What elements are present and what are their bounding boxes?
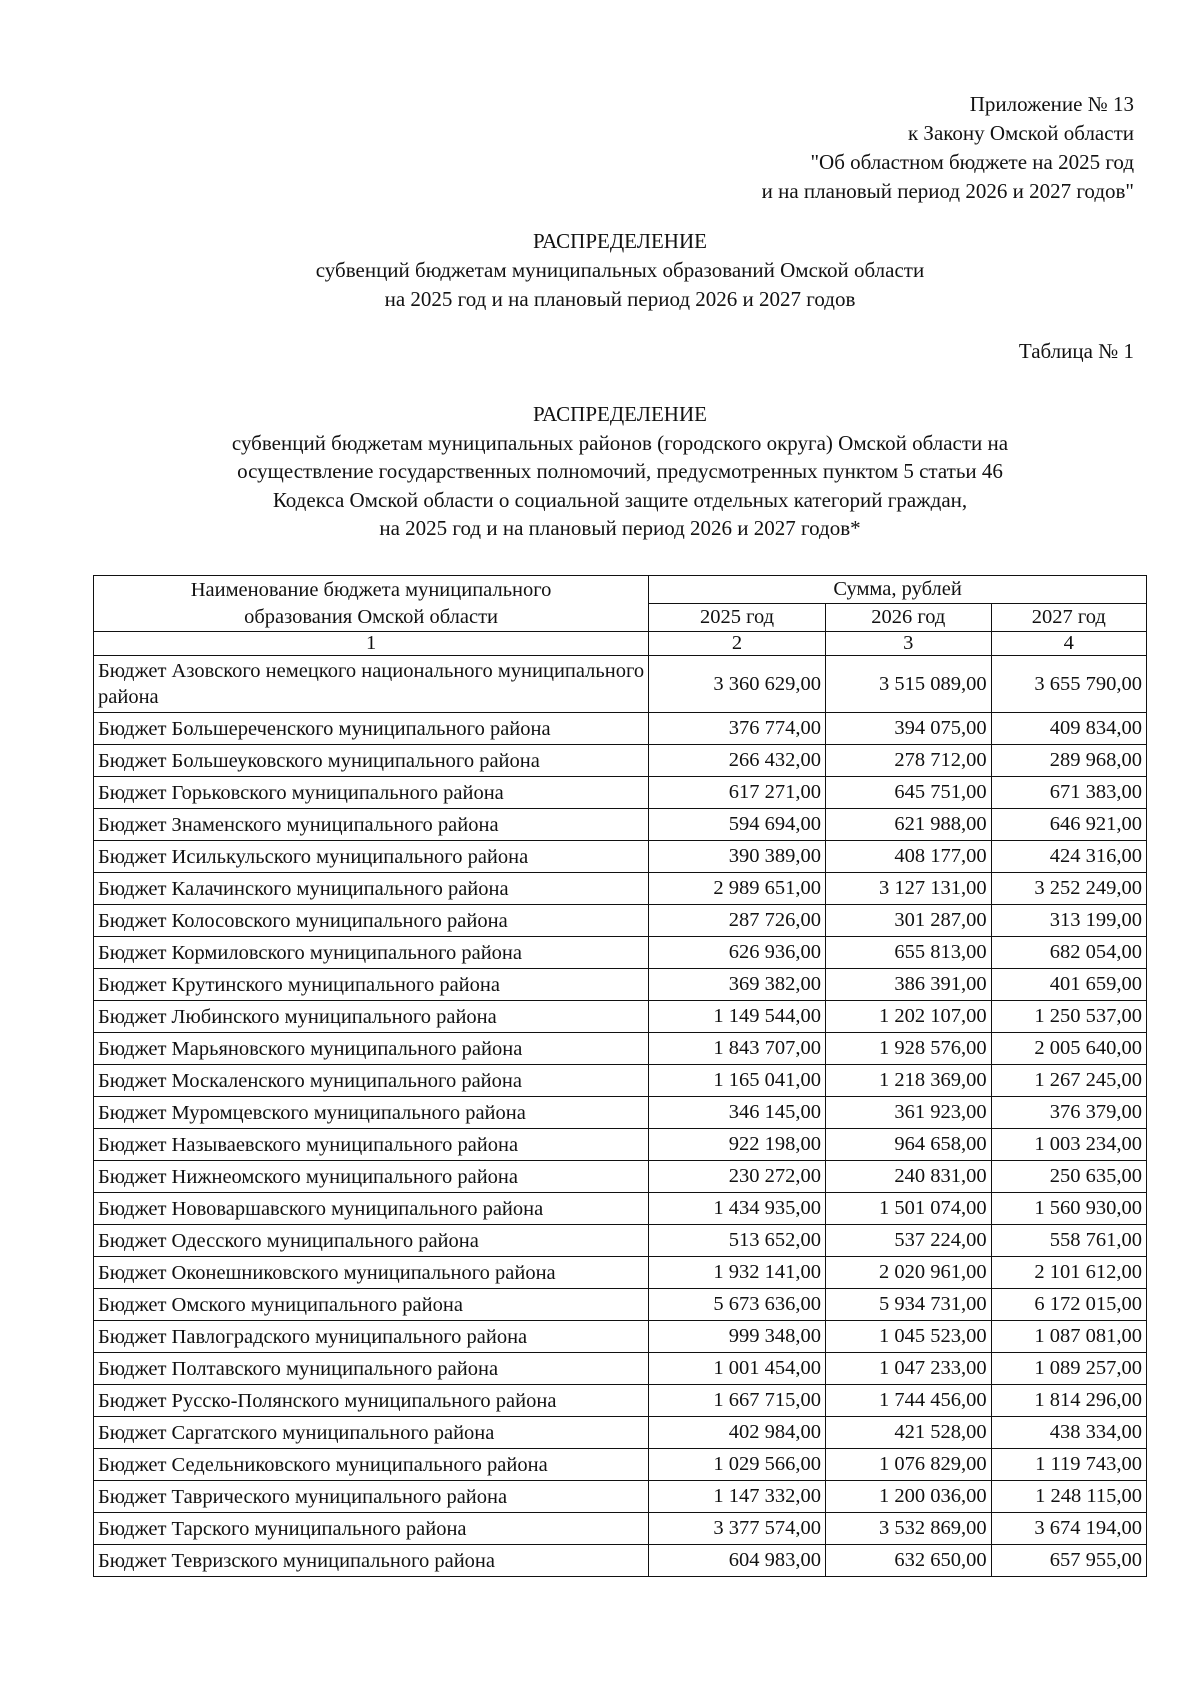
amount-2027: 3 252 249,00 xyxy=(991,873,1146,905)
amount-2025: 1 434 935,00 xyxy=(649,1193,826,1225)
amount-2027: 1 267 245,00 xyxy=(991,1065,1146,1097)
table-title-line-4: на 2025 год и на плановый период 2026 и 2027 годов* xyxy=(379,516,861,540)
amount-2025: 594 694,00 xyxy=(649,809,826,841)
table-title-line-1: субвенций бюджетам муниципальных районов (городского округа) Омской области на xyxy=(231,430,1009,455)
amount-2026: 1 928 576,00 xyxy=(825,1033,991,1065)
amount-2025: 2 989 651,00 xyxy=(649,873,826,905)
amount-2027: 376 379,00 xyxy=(991,1097,1146,1129)
budget-name: Бюджет Колосовского муниципального района xyxy=(94,905,649,937)
budget-name: Бюджет Тарского муниципального района xyxy=(94,1513,649,1545)
amount-2025: 1 147 332,00 xyxy=(649,1481,826,1513)
amount-2026: 1 047 233,00 xyxy=(825,1353,991,1385)
amount-2025: 1 149 544,00 xyxy=(649,1001,826,1033)
amount-2025: 513 652,00 xyxy=(649,1225,826,1257)
table-row xyxy=(94,1193,1147,1225)
table-row xyxy=(94,1225,1147,1257)
table-header-row xyxy=(94,576,1147,604)
amount-2025: 999 348,00 xyxy=(649,1321,826,1353)
budget-name: Бюджет Москаленского муниципального района xyxy=(94,1065,649,1097)
budget-name: Бюджет Седельниковского муниципального района xyxy=(94,1449,649,1481)
table-row xyxy=(94,777,1147,809)
budget-name: Бюджет Русско-Полянского муниципального района xyxy=(94,1385,649,1417)
annex-line-3: "Об областном бюджете на 2025 год xyxy=(810,150,1134,174)
amount-2027: 1 089 257,00 xyxy=(991,1353,1146,1385)
budget-name: Бюджет Крутинского муниципального района xyxy=(94,969,649,1001)
amount-2027: 1 119 743,00 xyxy=(991,1449,1146,1481)
table-title xyxy=(0,400,1200,543)
amount-2026: 632 650,00 xyxy=(825,1545,991,1577)
amount-2026: 3 532 869,00 xyxy=(825,1513,991,1545)
budget-name: Бюджет Павлоградского муниципального района xyxy=(94,1321,649,1353)
column-header-2025: 2025 год xyxy=(649,604,826,632)
amount-2027: 250 635,00 xyxy=(991,1161,1146,1193)
amount-2026: 408 177,00 xyxy=(825,841,991,873)
amount-2027: 682 054,00 xyxy=(991,937,1146,969)
column-header-2027: 2027 год xyxy=(991,604,1146,632)
amount-2025: 402 984,00 xyxy=(649,1417,826,1449)
amount-2027: 401 659,00 xyxy=(991,969,1146,1001)
table-row xyxy=(94,1097,1147,1129)
budget-name: Бюджет Тевризского муниципального района xyxy=(94,1545,649,1577)
column-number: 3 xyxy=(825,632,991,656)
amount-2026: 964 658,00 xyxy=(825,1129,991,1161)
amount-2026: 1 202 107,00 xyxy=(825,1001,991,1033)
amount-2026: 2 020 961,00 xyxy=(825,1257,991,1289)
amount-2027: 3 655 790,00 xyxy=(991,656,1146,713)
table-row xyxy=(94,905,1147,937)
table-row xyxy=(94,1481,1147,1513)
amount-2025: 390 389,00 xyxy=(649,841,826,873)
amount-2026: 1 200 036,00 xyxy=(825,1481,991,1513)
amount-2027: 313 199,00 xyxy=(991,905,1146,937)
amount-2026: 278 712,00 xyxy=(825,745,991,777)
budget-name: Бюджет Нововаршавского муниципального района xyxy=(94,1193,649,1225)
table-row xyxy=(94,1129,1147,1161)
column-header-2026: 2026 год xyxy=(825,604,991,632)
amount-2025: 287 726,00 xyxy=(649,905,826,937)
amount-2026: 3 515 089,00 xyxy=(825,656,991,713)
budget-name: Бюджет Муромцевского муниципального района xyxy=(94,1097,649,1129)
table-row xyxy=(94,969,1147,1001)
amount-2027: 438 334,00 xyxy=(991,1417,1146,1449)
table-row xyxy=(94,1449,1147,1481)
budget-name: Бюджет Большереченского муниципального района xyxy=(94,713,649,745)
amount-2026: 1 076 829,00 xyxy=(825,1449,991,1481)
amount-2025: 3 360 629,00 xyxy=(649,656,826,713)
amount-2026: 1 744 456,00 xyxy=(825,1385,991,1417)
document-title-main: РАСПРЕДЕЛЕНИЕ xyxy=(533,229,707,253)
document-title-line-2: на 2025 год и на плановый период 2026 и 2027 годов xyxy=(384,287,856,311)
table-row xyxy=(94,1257,1147,1289)
table-body xyxy=(94,656,1147,1577)
table-row xyxy=(94,937,1147,969)
amount-2027: 3 674 194,00 xyxy=(991,1513,1146,1545)
column-header-name-line-2: образования Омской области xyxy=(244,605,499,628)
amount-2027: 657 955,00 xyxy=(991,1545,1146,1577)
table-row xyxy=(94,1001,1147,1033)
budget-name: Бюджет Большеуковского муниципального района xyxy=(94,745,649,777)
amount-2027: 1 560 930,00 xyxy=(991,1193,1146,1225)
table-column-number-row xyxy=(94,632,1147,656)
amount-2027: 2 005 640,00 xyxy=(991,1033,1146,1065)
amount-2027: 6 172 015,00 xyxy=(991,1289,1146,1321)
amount-2027: 2 101 612,00 xyxy=(991,1257,1146,1289)
budget-name: Бюджет Одесского муниципального района xyxy=(94,1225,649,1257)
budget-name: Бюджет Называевского муниципального района xyxy=(94,1129,649,1161)
table-row xyxy=(94,1545,1147,1577)
column-header-name-line-1: Наименование бюджета муниципального xyxy=(190,578,552,601)
amount-2027: 409 834,00 xyxy=(991,713,1146,745)
amount-2026: 361 923,00 xyxy=(825,1097,991,1129)
amount-2027: 1 087 081,00 xyxy=(991,1321,1146,1353)
budget-name: Бюджет Полтавского муниципального района xyxy=(94,1353,649,1385)
table-row xyxy=(94,745,1147,777)
column-number: 2 xyxy=(649,632,826,656)
amount-2026: 301 287,00 xyxy=(825,905,991,937)
table-row xyxy=(94,1353,1147,1385)
amount-2026: 1 501 074,00 xyxy=(825,1193,991,1225)
table-row xyxy=(94,1161,1147,1193)
amount-2026: 240 831,00 xyxy=(825,1161,991,1193)
amount-2025: 346 145,00 xyxy=(649,1097,826,1129)
table-row xyxy=(94,656,1147,713)
amount-2027: 1 248 115,00 xyxy=(991,1481,1146,1513)
table-number-label: Таблица № 1 xyxy=(1018,339,1134,363)
table-row xyxy=(94,873,1147,905)
table-title-line-3: Кодекса Омской области о социальной защите отдельных категорий граждан, xyxy=(272,487,968,512)
amount-2026: 394 075,00 xyxy=(825,713,991,745)
amount-2025: 369 382,00 xyxy=(649,969,826,1001)
amount-2025: 376 774,00 xyxy=(649,713,826,745)
amount-2026: 645 751,00 xyxy=(825,777,991,809)
budget-name: Бюджет Горьковского муниципального района xyxy=(94,777,649,809)
amount-2026: 1 045 523,00 xyxy=(825,1321,991,1353)
amount-2026: 655 813,00 xyxy=(825,937,991,969)
amount-2025: 1 029 566,00 xyxy=(649,1449,826,1481)
column-header-name xyxy=(94,576,649,632)
document-title-line-1: субвенций бюджетам муниципальных образований Омской области xyxy=(315,258,925,282)
amount-2027: 671 383,00 xyxy=(991,777,1146,809)
annex-line-4: и на плановый период 2026 и 2027 годов" xyxy=(761,179,1134,203)
budget-name: Бюджет Кормиловского муниципального района xyxy=(94,937,649,969)
document-title xyxy=(0,227,1200,314)
column-header-sum: Сумма, рублей xyxy=(649,576,1147,604)
table-row xyxy=(94,1385,1147,1417)
table-row xyxy=(94,841,1147,873)
budget-name: Бюджет Исилькульского муниципального района xyxy=(94,841,649,873)
table-row xyxy=(94,1065,1147,1097)
annex-line-2: к Закону Омской области xyxy=(907,121,1134,145)
amount-2025: 266 432,00 xyxy=(649,745,826,777)
budget-name: Бюджет Нижнеомского муниципального района xyxy=(94,1161,649,1193)
column-number: 1 xyxy=(94,632,649,656)
amount-2027: 424 316,00 xyxy=(991,841,1146,873)
budget-name: Бюджет Таврического муниципального района xyxy=(94,1481,649,1513)
amount-2027: 646 921,00 xyxy=(991,809,1146,841)
table-row xyxy=(94,809,1147,841)
amount-2025: 1 001 454,00 xyxy=(649,1353,826,1385)
subvention-table xyxy=(93,575,1147,1577)
amount-2027: 1 814 296,00 xyxy=(991,1385,1146,1417)
amount-2025: 617 271,00 xyxy=(649,777,826,809)
amount-2025: 1 843 707,00 xyxy=(649,1033,826,1065)
table-title-line-2: осуществление государственных полномочий, предусмотренных пунктом 5 статьи 46 xyxy=(237,459,1003,483)
annex-line-1: Приложение № 13 xyxy=(969,92,1134,116)
amount-2026: 1 218 369,00 xyxy=(825,1065,991,1097)
amount-2025: 1 932 141,00 xyxy=(649,1257,826,1289)
amount-2027: 289 968,00 xyxy=(991,745,1146,777)
budget-name: Бюджет Знаменского муниципального района xyxy=(94,809,649,841)
amount-2025: 230 272,00 xyxy=(649,1161,826,1193)
amount-2026: 621 988,00 xyxy=(825,809,991,841)
amount-2026: 421 528,00 xyxy=(825,1417,991,1449)
amount-2025: 626 936,00 xyxy=(649,937,826,969)
amount-2027: 558 761,00 xyxy=(991,1225,1146,1257)
budget-name: Бюджет Азовского немецкого национального муниципального района xyxy=(94,656,649,713)
column-number: 4 xyxy=(991,632,1146,656)
table-row xyxy=(94,713,1147,745)
budget-name: Бюджет Марьяновского муниципального района xyxy=(94,1033,649,1065)
amount-2026: 537 224,00 xyxy=(825,1225,991,1257)
budget-name: Бюджет Оконешниковского муниципального района xyxy=(94,1257,649,1289)
amount-2027: 1 003 234,00 xyxy=(991,1129,1146,1161)
amount-2025: 5 673 636,00 xyxy=(649,1289,826,1321)
amount-2026: 3 127 131,00 xyxy=(825,873,991,905)
amount-2025: 604 983,00 xyxy=(649,1545,826,1577)
table-row xyxy=(94,1033,1147,1065)
amount-2025: 1 667 715,00 xyxy=(649,1385,826,1417)
amount-2026: 5 934 731,00 xyxy=(825,1289,991,1321)
budget-name: Бюджет Омского муниципального района xyxy=(94,1289,649,1321)
budget-name: Бюджет Саргатского муниципального района xyxy=(94,1417,649,1449)
table-row xyxy=(94,1513,1147,1545)
amount-2025: 922 198,00 xyxy=(649,1129,826,1161)
amount-2025: 1 165 041,00 xyxy=(649,1065,826,1097)
table-title-main: РАСПРЕДЕЛЕНИЕ xyxy=(533,402,707,426)
table-row xyxy=(94,1417,1147,1449)
budget-name: Бюджет Любинского муниципального района xyxy=(94,1001,649,1033)
amount-2027: 1 250 537,00 xyxy=(991,1001,1146,1033)
amount-2026: 386 391,00 xyxy=(825,969,991,1001)
table-row xyxy=(94,1289,1147,1321)
budget-name: Бюджет Калачинского муниципального района xyxy=(94,873,649,905)
annex-header xyxy=(762,90,1134,206)
amount-2025: 3 377 574,00 xyxy=(649,1513,826,1545)
table-row xyxy=(94,1321,1147,1353)
